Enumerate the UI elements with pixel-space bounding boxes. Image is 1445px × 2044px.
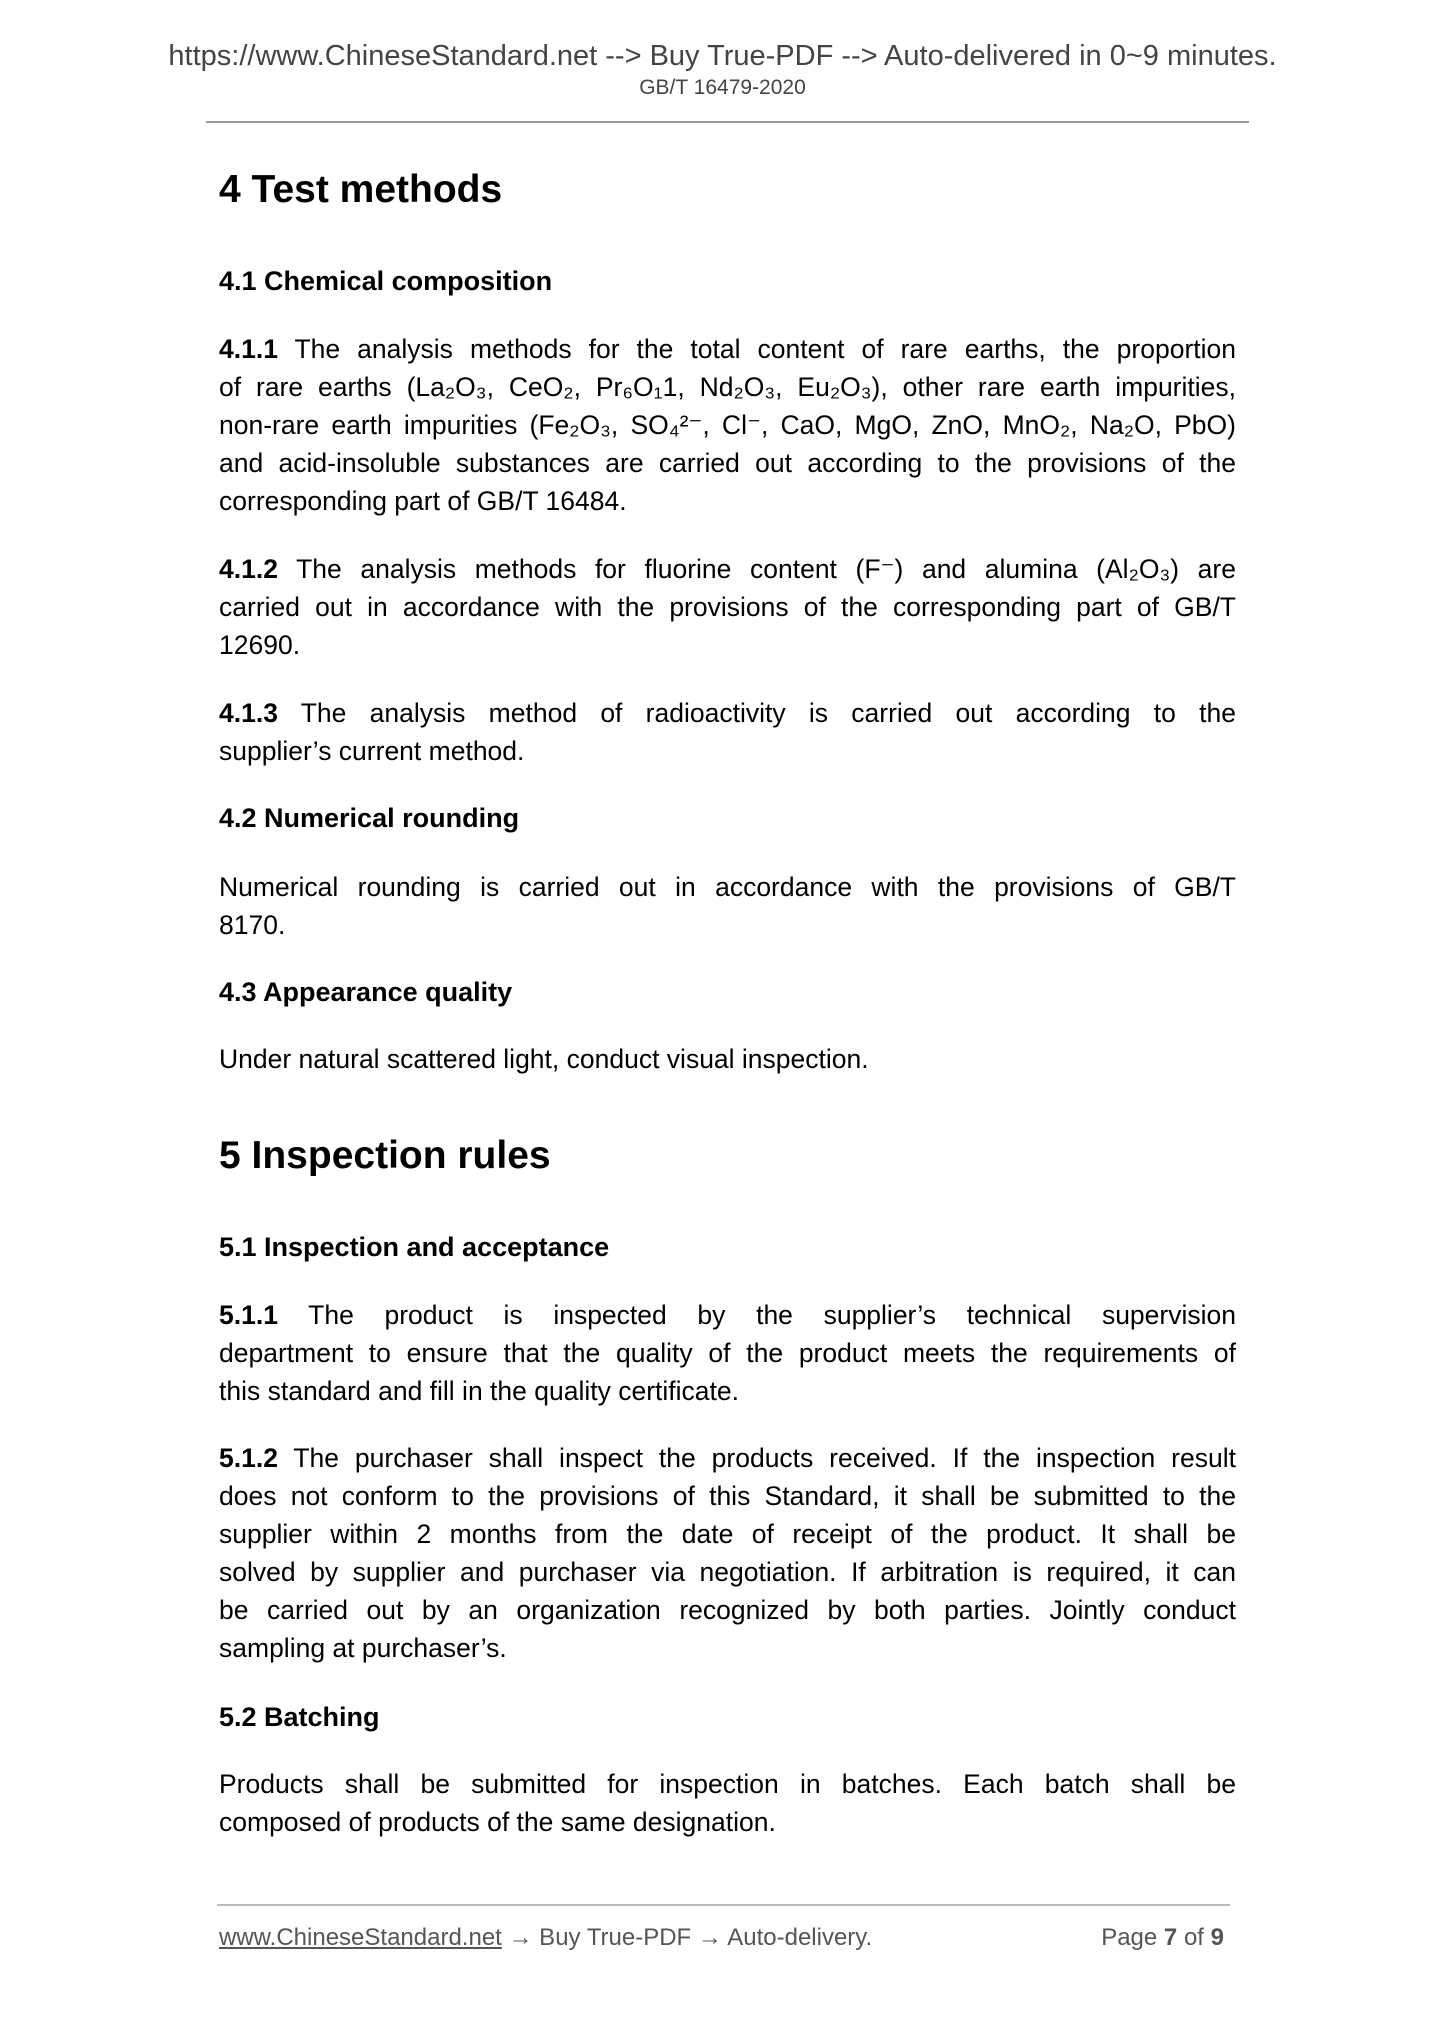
of-label: of — [1177, 1924, 1211, 1951]
line: 12690. — [219, 630, 301, 660]
line: of rare earths (La₂O₃, CeO₂, Pr₆O₁1, Nd₂O₃, Eu₂O₃), other rare earth impurities, — [219, 372, 1236, 402]
line: and acid-insoluble substances are carried out according to the provisions of the — [219, 448, 1236, 478]
line: composed of products of the same designation. — [219, 1807, 776, 1837]
paragraph-4-2 — [219, 868, 1236, 944]
section-4-1-heading: 4.1 Chemical composition — [219, 266, 553, 296]
footer-left — [219, 1924, 872, 1952]
section-4-heading: 4 Test methods — [219, 168, 503, 211]
line: supplier within 2 months from the date of receipt of the product. It shall be — [219, 1519, 1236, 1549]
header-banner: https://www.ChineseStandard.net --> Buy True-PDF --> Auto-delivered in 0~9 minutes. — [168, 40, 1277, 72]
line: this standard and fill in the quality certificate. — [219, 1376, 739, 1406]
line: The product is inspected by the supplier’s technical supervision — [277, 1300, 1236, 1330]
line: Under natural scattered light, conduct visual inspection. — [219, 1044, 869, 1074]
clause-number: 5.1.2 — [219, 1443, 278, 1473]
site-link[interactable]: www.ChineseStandard.net — [219, 1924, 502, 1951]
line: 8170. — [219, 910, 286, 940]
clause-number: 5.1.1 — [219, 1300, 278, 1330]
section-5-1-heading: 5.1 Inspection and acceptance — [219, 1232, 610, 1262]
current-page: 7 — [1163, 1924, 1178, 1951]
line: sampling at purchaser’s. — [219, 1633, 507, 1663]
line: corresponding part of GB/T 16484. — [219, 486, 627, 516]
line: does not conform to the provisions of this Standard, it shall be submitted to the — [219, 1481, 1236, 1511]
paragraph-5-1-1 — [219, 1296, 1236, 1410]
section-4-3-heading: 4.3 Appearance quality — [219, 977, 513, 1007]
section-5-heading: 5 Inspection rules — [219, 1134, 551, 1177]
paragraph-5-2 — [219, 1765, 1236, 1841]
line: The purchaser shall inspect the products received. If the inspection result — [277, 1443, 1236, 1473]
paragraph-4-1-3 — [219, 694, 1236, 770]
line: The analysis methods for the total content of rare earths, the proportion — [277, 334, 1236, 364]
paragraph-4-1-1 — [219, 330, 1236, 520]
paragraph-4-1-2 — [219, 550, 1236, 664]
line: carried out in accordance with the provisions of the corresponding part of GB/T — [219, 592, 1236, 622]
footer-divider — [217, 1904, 1230, 1906]
line: department to ensure that the quality of the product meets the requirements of — [219, 1338, 1236, 1368]
paragraph-4-3 — [219, 1040, 1236, 1078]
paragraph-5-1-2 — [219, 1439, 1236, 1667]
line: non-rare earth impurities (Fe₂O₃, SO₄²⁻, Cl⁻, CaO, MgO, ZnO, MnO₂, Na₂O, PbO) — [219, 410, 1236, 440]
header-divider — [206, 121, 1249, 123]
clause-number: 4.1.1 — [219, 334, 278, 364]
line: Numerical rounding is carried out in accordance with the provisions of GB/T — [219, 872, 1236, 902]
section-4-2-heading: 4.2 Numerical rounding — [219, 803, 520, 833]
clause-number: 4.1.3 — [219, 698, 278, 728]
page-footer — [219, 1924, 1230, 1952]
document-id: GB/T 16479-2020 — [639, 76, 806, 99]
line: Products shall be submitted for inspection in batches. Each batch shall be — [219, 1769, 1236, 1799]
page-number — [1101, 1924, 1224, 1952]
line: be carried out by an organization recognized by both parties. Jointly conduct — [219, 1595, 1236, 1625]
line: solved by supplier and purchaser via negotiation. If arbitration is required, it can — [219, 1557, 1236, 1587]
page-label: Page — [1101, 1924, 1164, 1951]
line: supplier’s current method. — [219, 736, 525, 766]
footer-tagline: → Buy True-PDF → Auto-delivery. — [501, 1924, 873, 1951]
section-5-2-heading: 5.2 Batching — [219, 1702, 380, 1732]
line: The analysis methods for fluorine content (F⁻) and alumina (Al₂O₃) are — [277, 554, 1236, 584]
total-pages: 9 — [1210, 1924, 1224, 1951]
clause-number: 4.1.2 — [219, 554, 278, 584]
line: The analysis method of radioactivity is carried out according to the — [277, 698, 1236, 728]
